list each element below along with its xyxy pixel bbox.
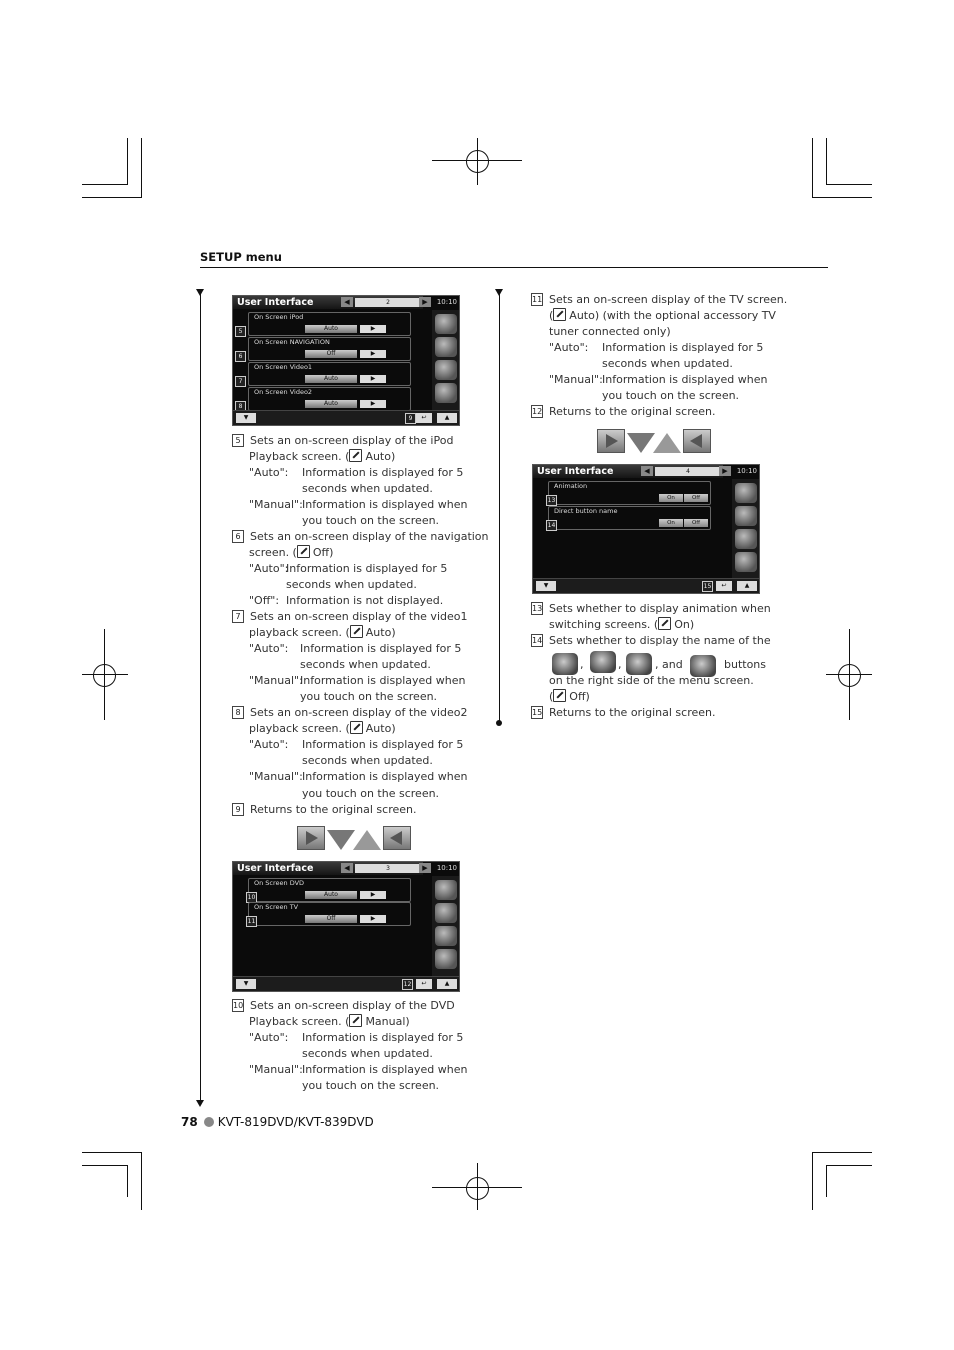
option-key: "Auto": [249, 738, 289, 751]
next-arrow-icon [597, 429, 625, 453]
setting-next-button[interactable]: ▶ [360, 375, 386, 383]
option-desc: you touch on the screen. [302, 787, 440, 800]
return-button[interactable]: ↩ [716, 581, 732, 591]
item-text: Playback screen. ( Auto) [249, 450, 396, 463]
item-text: Playback screen. ( Manual) [249, 1015, 410, 1028]
crop-mark [141, 138, 142, 198]
up-arrow-icon [653, 433, 681, 453]
setting-label: On Screen DVD [254, 879, 305, 887]
option-desc: you touch on the screen. [302, 514, 440, 527]
item-12 [531, 404, 791, 420]
setting-row [248, 878, 411, 902]
setting-value: Auto [305, 325, 357, 333]
option-desc: Information is displayed when [302, 1063, 468, 1076]
down-arrow-icon [627, 433, 655, 453]
pencil-icon [297, 545, 310, 558]
registration-mark [104, 629, 105, 720]
setting-value: Off [305, 350, 357, 358]
option-desc: Information is displayed for 5 [302, 466, 464, 479]
item-text: on the right side of the menu screen. [549, 674, 754, 687]
prev-page-button[interactable]: ◀ [641, 466, 653, 476]
option-desc: you touch on the screen. [300, 690, 438, 703]
option-key: "Auto": [249, 562, 289, 575]
next-page-button[interactable]: ▶ [419, 863, 431, 873]
item-number: 11 [532, 295, 543, 304]
callout-number: 7 [235, 376, 246, 387]
item-9 [232, 802, 482, 818]
pencil-icon [349, 449, 362, 462]
prev-page-button[interactable]: ◀ [341, 297, 353, 307]
item-text: ( Auto) (with the optional accessory TV [549, 309, 776, 322]
page-number: 4 [655, 467, 721, 476]
setting-label: On Screen NAVIGATION [254, 338, 330, 346]
setting-value: Auto [305, 375, 357, 383]
menu-car-icon[interactable] [735, 552, 757, 572]
crop-mark [812, 1152, 872, 1153]
option-key: "Auto": [249, 1031, 289, 1044]
toggle-on-button[interactable]: On [659, 494, 683, 502]
option-desc: seconds when updated. [302, 754, 433, 767]
callout-number: 10 [247, 894, 256, 901]
grid-menu-icon [552, 653, 578, 675]
pencil-icon [350, 625, 363, 638]
crop-mark [826, 138, 827, 185]
page-navigation-arrows [297, 826, 411, 851]
item-text: playback screen. ( Auto) [249, 626, 396, 639]
scroll-down-button[interactable]: ▼ [536, 581, 556, 591]
setting-label: Direct button name [554, 507, 618, 515]
option-desc: Information is displayed for 5 [302, 1031, 464, 1044]
option-desc: seconds when updated. [300, 658, 431, 671]
crop-mark [812, 1152, 813, 1210]
menu-grid-icon[interactable] [435, 880, 457, 900]
menu-tools-icon[interactable] [435, 337, 457, 357]
menu-grid-icon[interactable] [435, 314, 457, 334]
separator: , and [655, 658, 683, 671]
crop-mark [826, 1165, 872, 1166]
flow-line-right [499, 292, 500, 722]
setting-label: On Screen Video2 [254, 388, 313, 396]
speaker-menu-icon [626, 653, 652, 675]
setting-row [238, 337, 411, 361]
registration-mark [477, 138, 478, 185]
setting-row [238, 362, 411, 386]
menu-speaker-icon[interactable] [435, 360, 457, 380]
header-rule [200, 267, 828, 268]
setting-label: On Screen iPod [254, 313, 304, 321]
item-13 [531, 601, 791, 617]
crop-mark [826, 184, 872, 185]
callout-number: 11 [247, 918, 256, 925]
clock: 10:10 [736, 467, 757, 475]
item-14 [531, 633, 791, 649]
pencil-icon [350, 721, 363, 734]
item-number: 9 [232, 803, 244, 816]
setting-next-button[interactable]: ▶ [360, 915, 386, 923]
option-key: "Auto": [249, 642, 289, 655]
option-desc: Information is displayed when [602, 373, 768, 386]
flow-arrow-bottom [196, 1100, 204, 1107]
option-desc: Information is displayed for 5 [602, 341, 764, 354]
setting-row [548, 481, 711, 505]
page-footer [181, 1115, 374, 1129]
clock: 10:10 [436, 864, 457, 872]
crop-mark [826, 1165, 827, 1197]
side-menu [432, 876, 459, 991]
callout-number: 13 [547, 497, 556, 504]
clock: 10:10 [436, 298, 457, 306]
setting-row [238, 312, 411, 336]
item-number: 7 [232, 610, 244, 623]
setting-label: On Screen TV [254, 903, 299, 911]
screen-bottom-bar [533, 578, 759, 593]
item-11 [531, 292, 791, 308]
callout-number: 12 [403, 981, 412, 988]
item-number: 13 [532, 604, 543, 613]
scroll-up-button[interactable]: ▲ [437, 979, 457, 989]
item-text: Sets an on-screen display of the video2 [250, 706, 468, 719]
item-text: Returns to the original screen. [250, 803, 417, 816]
item-number: 12 [532, 407, 543, 416]
registration-mark [477, 1163, 478, 1210]
item-text: buttons [724, 658, 767, 671]
side-menu [732, 479, 759, 593]
tools-menu-icon [590, 651, 616, 673]
menu-speaker-icon[interactable] [435, 926, 457, 946]
pencil-icon [553, 689, 566, 702]
callout-number: 14 [547, 522, 556, 529]
item-10 [232, 998, 482, 1014]
menu-tools-icon[interactable] [735, 506, 757, 526]
next-page-button[interactable]: ▶ [419, 297, 431, 307]
page-number: 3 [355, 864, 421, 873]
item-text: Returns to the original screen. [549, 405, 716, 418]
item-text: Returns to the original screen. [549, 706, 716, 719]
pencil-icon [553, 308, 566, 321]
menu-car-icon[interactable] [435, 383, 457, 403]
menu-speaker-icon[interactable] [735, 529, 757, 549]
setting-value: Off [305, 915, 357, 923]
option-key: "Manual": [249, 1063, 303, 1076]
option-key: "Auto": [549, 341, 589, 354]
setting-next-button[interactable]: ▶ [360, 350, 386, 358]
option-desc: seconds when updated. [602, 357, 733, 370]
bullet-icon [204, 1117, 214, 1127]
item-15 [531, 705, 791, 721]
item-6 [232, 529, 492, 545]
prev-arrow-icon [383, 826, 411, 850]
return-button[interactable]: ↩ [416, 979, 432, 989]
item-number: 8 [232, 706, 244, 719]
callout-number: 8 [235, 401, 246, 412]
page-number: 2 [355, 298, 421, 307]
scroll-up-button[interactable]: ▲ [437, 413, 457, 423]
screen-title: User Interface [537, 466, 614, 477]
item-7 [232, 609, 482, 625]
up-arrow-icon [353, 830, 381, 850]
callout-number: 9 [405, 413, 416, 424]
option-desc: seconds when updated. [302, 1047, 433, 1060]
item-text: Sets whether to display the name of the [549, 634, 771, 647]
option-desc: Information is displayed when [300, 674, 466, 687]
crop-mark [82, 1165, 128, 1166]
screen-user-interface-page2 [232, 295, 460, 426]
page-number: 78 [181, 1115, 198, 1129]
item-number: 10 [233, 1001, 244, 1010]
option-desc: Information is displayed for 5 [300, 642, 462, 655]
registration-mark [849, 629, 850, 720]
next-page-button[interactable]: ▶ [719, 466, 731, 476]
flow-end-dot [496, 720, 502, 726]
item-number: 6 [232, 530, 244, 543]
option-desc: Information is displayed when [302, 498, 468, 511]
screen-title: User Interface [237, 863, 314, 874]
callout-number: 5 [235, 326, 246, 337]
prev-page-button[interactable]: ◀ [341, 863, 353, 873]
next-arrow-icon [297, 826, 325, 850]
section-title: SETUP menu [200, 250, 282, 264]
option-key: "Manual": [549, 373, 603, 386]
setting-next-button[interactable]: ▶ [360, 325, 386, 333]
toggle-off-button[interactable]: Off [684, 519, 708, 527]
screen-bottom-bar [233, 976, 459, 991]
option-desc: seconds when updated. [302, 482, 433, 495]
item-text: tuner connected only) [549, 325, 671, 338]
screen-user-interface-page4 [532, 464, 760, 594]
pencil-icon [349, 1014, 362, 1027]
item-text: Sets an on-screen display of the navigation [250, 530, 489, 543]
option-desc: seconds when updated. [286, 578, 417, 591]
setting-row [238, 387, 411, 411]
setting-value: Auto [305, 891, 357, 899]
option-key: "Manual": [249, 674, 303, 687]
down-arrow-icon [327, 830, 355, 850]
item-text: Sets an on-screen display of the DVD [250, 999, 455, 1012]
item-number: 5 [232, 434, 244, 447]
crop-mark [82, 197, 142, 198]
screen-title: User Interface [237, 297, 314, 308]
option-desc: Information is displayed for 5 [302, 738, 464, 751]
side-menu [432, 310, 459, 425]
crop-mark [82, 1152, 142, 1153]
option-key: "Auto": [249, 466, 289, 479]
scroll-up-button[interactable]: ▲ [737, 581, 757, 591]
toggle-off-button[interactable]: Off [684, 494, 708, 502]
setting-label: On Screen Video1 [254, 363, 313, 371]
item-5 [232, 433, 482, 449]
page-navigation-arrows [597, 429, 711, 454]
setting-row [548, 506, 711, 530]
flow-line-left [200, 292, 201, 1104]
item-text: ( Off) [549, 690, 590, 703]
crop-mark [127, 1165, 128, 1197]
registration-mark [82, 674, 128, 675]
setting-next-button[interactable]: ▶ [360, 400, 386, 408]
item-text: Sets an on-screen display of the video1 [250, 610, 468, 623]
model-name: KVT-819DVD/KVT-839DVD [217, 1115, 374, 1129]
menu-car-icon[interactable] [435, 949, 457, 969]
option-key: "Manual": [249, 498, 303, 511]
crop-mark [127, 138, 128, 185]
item-number: 15 [532, 708, 543, 717]
crop-mark [82, 184, 128, 185]
item-text: Sets an on-screen display of the iPod [250, 434, 454, 447]
setting-row [248, 902, 411, 926]
crop-mark [812, 197, 872, 198]
item-text: switching screens. ( On) [549, 618, 695, 631]
separator: , [580, 658, 584, 671]
setting-next-button[interactable]: ▶ [360, 891, 386, 899]
return-button[interactable]: ↩ [416, 413, 432, 423]
callout-number: 15 [703, 583, 712, 590]
option-key: "Off": [249, 594, 280, 607]
setting-value: Auto [305, 400, 357, 408]
option-key: "Manual": [249, 770, 303, 783]
item-number: 14 [532, 636, 543, 645]
crop-mark [141, 1152, 142, 1210]
prev-arrow-icon [683, 429, 711, 453]
item-text: Sets an on-screen display of the TV screen. [549, 293, 788, 306]
option-desc: you touch on the screen. [302, 1079, 440, 1092]
screen-user-interface-page3 [232, 861, 460, 992]
scroll-down-button[interactable]: ▼ [236, 979, 256, 989]
option-desc: Information is displayed when [302, 770, 468, 783]
crop-mark [812, 138, 813, 198]
option-desc: Information is not displayed. [286, 594, 444, 607]
menu-grid-icon[interactable] [735, 483, 757, 503]
scroll-down-button[interactable]: ▼ [236, 413, 256, 423]
pencil-icon [658, 617, 671, 630]
separator: , [618, 658, 622, 671]
screen-bottom-bar [233, 410, 459, 425]
option-desc: you touch on the screen. [602, 389, 740, 402]
item-text: playback screen. ( Auto) [249, 722, 396, 735]
setting-label: Animation [554, 482, 588, 490]
menu-tools-icon[interactable] [435, 903, 457, 923]
item-8 [232, 705, 482, 721]
callout-number: 6 [235, 351, 246, 362]
toggle-on-button[interactable]: On [659, 519, 683, 527]
item-text: screen. ( Off) [249, 546, 334, 559]
option-desc: Information is displayed for 5 [286, 562, 448, 575]
item-text: Sets whether to display animation when [549, 602, 771, 615]
